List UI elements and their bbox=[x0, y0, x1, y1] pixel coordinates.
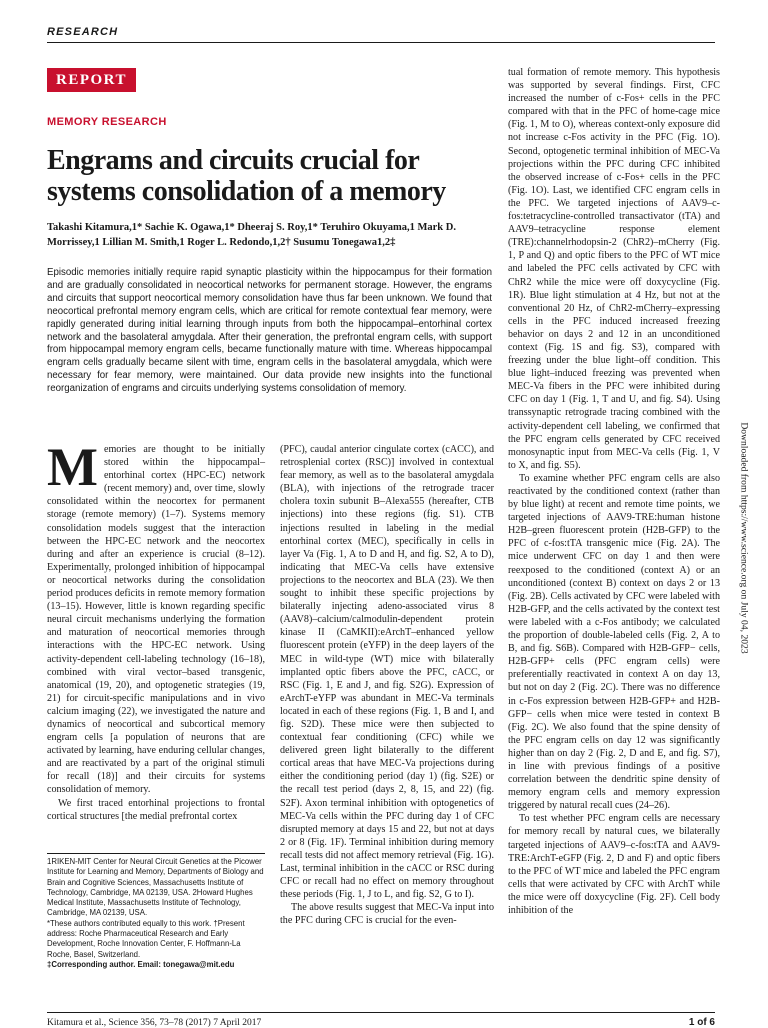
download-watermark: Downloaded from https://www.science.org on July 04, 2023 bbox=[738, 422, 750, 654]
body-paragraph: The above results suggest that MEC-Va input into the PFC during CFC is crucial for the even- bbox=[280, 902, 494, 927]
report-badge: REPORT bbox=[47, 68, 136, 92]
citation-footer: Kitamura et al., Science 356, 73–78 (2017) 7 April 2017 bbox=[47, 1018, 262, 1028]
body-column-2 bbox=[280, 443, 494, 927]
abstract: Episodic memories initially require rapid synaptic plasticity within the hippocampus for their formation and are gradually consolidated in neocortical networks for permanent storage. However, the engrams and circuits that support neocortical memory consolidation have thus far been unknown. We found that neocortical prefrontal memory engram cells, which are critical for remote contextual fear memory, were rapidly generated during initial learning through inputs from both the hippocampal–entorhinal cortex network and the basolateral amygdala. After their generation, the prefrontal engram cells, with support from hippocampal memory engram cells, became functionally mature with time. Whereas hippocampal engram cells gradually became silent with time, engram cells in the basolateral amygdala, which were necessary for fear memory, were maintained. Our data provide new insights into the functional reorganization of engrams and circuits underlying systems consolidation of memory. bbox=[47, 267, 492, 395]
top-divider bbox=[47, 42, 715, 43]
author-notes: *These authors contributed equally to this work. †Present address: Roche Pharmaceutical Research and Early Development, Roche Innovation Center, F. Hoffmann-La Roche, Basel, Switzerland. bbox=[47, 918, 245, 959]
section-label: RESEARCH bbox=[47, 26, 119, 38]
footnotes bbox=[47, 857, 265, 970]
affiliations-note: 1RIKEN-MIT Center for Neural Circuit Genetics at the Picower Institute for Learning and Memory, Departments of Biology and Brain and Cognitive Sciences, Massachusetts Institute of Technology, Cambridge, MA 02139, USA. 2Howard Hughes Medical Institute, Massachusetts Institute of Technology, Cambridge, MA 02139, USA. bbox=[47, 857, 264, 918]
body-paragraph: To examine whether PFC engram cells are also reactivated by the conditioned context (rather than by blue light) at recent and remote time points, we targeted injections of AAV9-TRE:human histone H2B–green fluorescent protein (H2B-GFP) to the PFC of c-fos:tTA transgenic mice (Fig. 2A). The mice underwent CFC on day 1 and then were reexposed to the conditioned (context A) or an unconditioned (context B) context on days 2 or 13 (Fig. 2B). Cells activated by CFC were labeled with H2B-GFP, and the cells activated by the context test were labeled with a c-Fos antibody; we calculated the proportion of double-labeled cells (Fig. 2, A to B, and fig. S6B). Compared with H2B-GFP− cells, H2B-GFP+ cells (PFC engram cells) were preferentially reactivated in context A on day 13, but not on day 2 (Fig. 2C). There was no difference in c-Fos expression between H2B-GFP+ and H2B-GFP− cells when mice were tested in context B (Fig. 2C). We also found that the spine density of the PFC engram cells on day 12 was significantly higher than on day 2 (Fig. 2, D and E, and fig. S7), in line with previous findings of a positive correlation between the dendritic spine density of memory engram cells and memory expression triggered by natural recall cues (24–26). bbox=[508, 472, 720, 812]
body-paragraph: tual formation of remote memory. This hypothesis was supported by several findings. First, CFC increased the number of c-Fos+ cells in the PFC compared with that in the PFC of home-cage mice (Fig. 1, M to O), whereas context-only exposure did not increase c-Fos activity in the PFC (Fig. 1O). Second, optogenetic terminal inhibition of MEC-Va projections within the PFC during CFC inhibited the observed increase of c-Fos+ cells in the PFC (Fig. 1O). Last, we identified CFC engram cells in the PFC. We targeted injections of AAV9–c-fos:tetracycline-controlled transactivator (tTA) and AAV9–tetracycline response element (TRE):channelrhodopsin-2 (ChR2)–mCherry (Fig. 1, P and Q) and optic fibers to the PFC of WT mice and labeled the PFC cells activated by CFC with ChR2 while the mice were off doxycycline (Fig. 1R). Blue light stimulation at 4 Hz, but not at the conventional 20 Hz, of ChR2-mCherry–expressing cells in the PFC induced increased freezing behavior on days 2 and 12 in an unconditioned context (Fig. 1S and fig. S3), compared with freezing under the blue light–off condition. This blue light–induced freezing was prevented when MEC-Va fibers in the PFC were inhibited during CFC on day 1 (Fig. 1, T and U, and fig. S4). Using transsynaptic retrograde tracing combined with the activity-dependent cell labeling, we confirmed that the PFC engram cells generated by CFC received monosynaptic input from MEC-Va cells (Fig. 1, V to X, and fig. S5). bbox=[508, 67, 720, 471]
article-title: Engrams and circuits crucial for systems consolidation of a memory bbox=[47, 145, 446, 207]
kicker: MEMORY RESEARCH bbox=[47, 116, 167, 128]
corresponding-author: ‡Corresponding author. Email: tonegawa@mit.edu bbox=[47, 959, 235, 969]
intro-text: emories are thought to be initially stored within the hippocampal–entorhinal cortex (HPC-EC) network (recent memory) and, over time, slowly consolidated within the neocortex for permanent storage (remote memory) (1–7). Systems memory consolidation models suggest that the interaction between the HPC-EC network and the neocortex during and after an experience is crucial (8–12). Experimentally, prolonged inhibition of hippocampal or neocortical networks during the consolidation period produces deficits in remote memory formation (13–15). However, little is known regarding specific neural circuit mechanisms underlying the formation and maturation of neocortical memories through interactions with the HPC-EC network. Using activity-dependent cell-labeling technology (16–18), combined with viral vector–based transgenic, anatomical (19, 20), and optogenetic strategies (19, 21) for circuit-specific manipulations and in vivo calcium imaging (22), we investigated the nature and dynamics of neocortical and subcortical memory engram cells [a population of neurons that are activated by learning, have enduring cellular changes, and are reactivated by a part of the original stimuli for recall (18)] and their circuits for systems consolidation of memory. bbox=[47, 444, 265, 796]
body-paragraph bbox=[47, 437, 265, 797]
body-paragraph: We first traced entorhinal projections to frontal cortical structures [the medial prefrontal cortex bbox=[47, 797, 265, 822]
author-list: Takashi Kitamura,1* Sachie K. Ogawa,1* Dheeraj S. Roy,1* Teruhiro Okuyama,1 Mark D. Morrissey,1 Lillian M. Smith,1 Roger L. Redondo,1,2† Susumu Tonegawa1,2‡ bbox=[47, 222, 456, 248]
body-column-3 bbox=[508, 66, 720, 917]
page-number: 1 of 6 bbox=[688, 1017, 715, 1028]
body-paragraph: To test whether PFC engram cells are necessary for memory recall by natural cues, we bilaterally targeted injections of AAV9–c-fos:tTA and AAV9-TRE:ArchT-eGFP (Fig. 2, D and F) and optic fibers to the PFC of WT mice and labeled the PFC engram cells that were activated by CFC with ArchT while the mice were off doxycycline (Fig. 2F). Cell body inhibition of the bbox=[508, 813, 720, 916]
drop-cap: M bbox=[47, 437, 98, 497]
bottom-divider bbox=[47, 1012, 715, 1013]
body-paragraph: (PFC), caudal anterior cingulate cortex (cACC), and retrosplenial cortex (RSC)] involved in contextual fear memory, as well as to the basolateral amygdala (BLA), with injections of the retrograde tracer cholera toxin subunit B–Alexa555 (hereafter, CTB injections) into these regions (fig. S1). CTB injections resulted in labeling in the medial entorhinal cortex (MEC), specifically in cells in layer Va (Fig. 1, A to D and H, and fig. S2, A to D), indicating that MEC-Va cells have extensive projections to the neocortex and BLA (23). We then sought to inhibit these specific projections by bilaterally injecting adeno-associated virus 8 (AAV8)–calcium/calmodulin-dependent protein kinase II (CaMKII):eArchT–enhanced yellow fluorescent protein (eYFP) in the deep layers of the MEC in wild-type (WT) mice with bilaterally implanted optic fibers above the PFC, cACC, or RSC (Fig. 1, E and J, and fig. S2G). Expression of eArchT-eYFP was abundant in MEC-Va terminals located in each of these regions (Fig. 1, B and I, and fig. S2D). These mice were then subjected to contextual fear conditioning (CFC) while we delivered green light bilaterally to the different cortical areas that have MEC-Va projections during either the conditioning period (day 1) (fig. S2E) or the recall test period (days 2, 8, 15, and 22) (fig. S2F). Axon terminal inhibition with optogenetics of MEC-Va cells within the PFC during day 1 of CFC disrupted memory at days 15 and 22, but not at days 2 or 8 (Fig. 1F). Terminal inhibition during memory recall tests did not affect memory retrieval (Fig. 1G). Last, terminal inhibition in the cACC or RSC during CFC or recall had no effect on memory throughout these periods (Fig. 1, J to L, and fig. S2, G to I). bbox=[280, 444, 494, 901]
footnote-divider bbox=[47, 853, 265, 854]
body-column-1 bbox=[47, 437, 265, 823]
